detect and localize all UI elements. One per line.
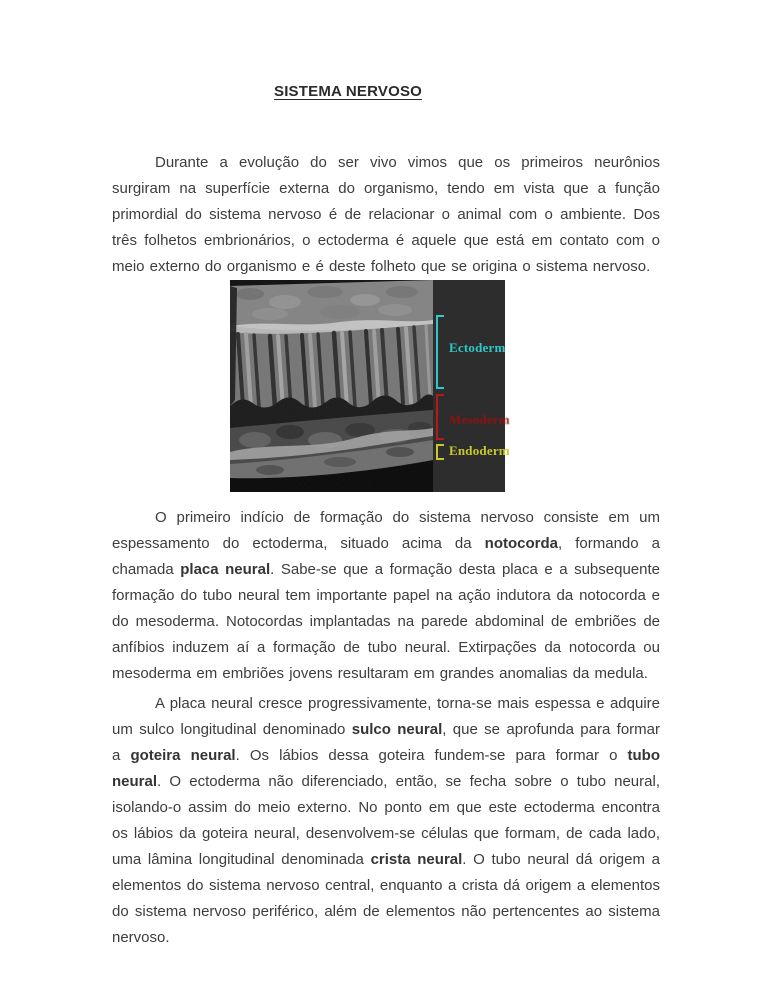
- text-segment: . O ectoderma não diferenciado, então, se fecha sobre o tubo neural, isolando-o assim do meio externo. No ponto em que este ectoderma encontra os lábios da goteira neural, desenvolvem-se células que formam, de cada lado, uma lâmina longitudinal denominada: [112, 773, 660, 868]
- mesoderm-label: Mesoderm: [449, 412, 510, 427]
- term-sulco-neural: sulco neural: [351, 721, 443, 738]
- text-segment: . Os lábios dessa goteira fundem-se para formar o: [235, 747, 628, 764]
- ectoderm-bracket: [436, 315, 444, 389]
- text-segment: . Sabe-se que a formação desta placa e a subsequente formação do tubo neural tem importante papel na ação indutora da notocorda e do mesoderma. Notocordas implantadas na parede abdominal de embriões de anfíbios induzem aí a formação de tubo neural. Extirpações da notocorda ou mesoderma em embriões jovens resultaram em grandes anomalias da medula.: [112, 561, 661, 682]
- ectoderm-label: Ectoderm: [449, 340, 506, 355]
- mesoderm-bracket: [436, 394, 444, 440]
- figure-label-panel: [433, 280, 510, 492]
- endoderm-bracket: [436, 444, 444, 460]
- page-title: SISTEMA NERVOSO: [273, 83, 423, 100]
- term-crista-neural: crista neural: [370, 851, 463, 868]
- text-segment: O primeiro indício de formação do sistema nervoso consiste em um espessamento do ectoderma, situado acima da: [112, 509, 660, 552]
- text-segment: , formando a chamada: [112, 535, 660, 578]
- paragraph-intro: Durante a evolução do ser vivo vimos que os primeiros neurônios surgiram na superfície externa do organismo, tendo em vista que a função primordial do sistema nervoso é de relacionar o animal com o ambiente. Dos três folhetos embrionários, o ectoderma é aquele que está em contato com o meio externo do organismo e é deste folheto que se origina o sistema nervoso.: [112, 154, 660, 275]
- electron-micrograph-image: [230, 280, 433, 492]
- term-goteira-neural: goteira neural: [130, 747, 236, 764]
- paragraph-neural-tube: [112, 691, 660, 951]
- term-tubo-neural: tubo neural: [112, 747, 660, 790]
- text-segment: A placa neural cresce progressivamente, torna-se mais espessa e adquire um sulco longitudinal denominado: [112, 695, 660, 738]
- figure-germ-layers: [230, 280, 510, 492]
- paragraph-neural-plate: [112, 505, 660, 687]
- term-placa-neural: placa neural: [180, 561, 271, 578]
- endoderm-label: Endoderm: [449, 443, 510, 458]
- text-segment: , que se aprofunda para formar a: [112, 721, 661, 764]
- term-notocorda: notocorda: [484, 535, 559, 552]
- text-segment: . O tubo neural dá origem a elementos do sistema nervoso central, enquanto a crista dá origem a elementos do sistema nervoso periférico, além de elementos não pertencentes ao sistema nervoso.: [112, 851, 660, 946]
